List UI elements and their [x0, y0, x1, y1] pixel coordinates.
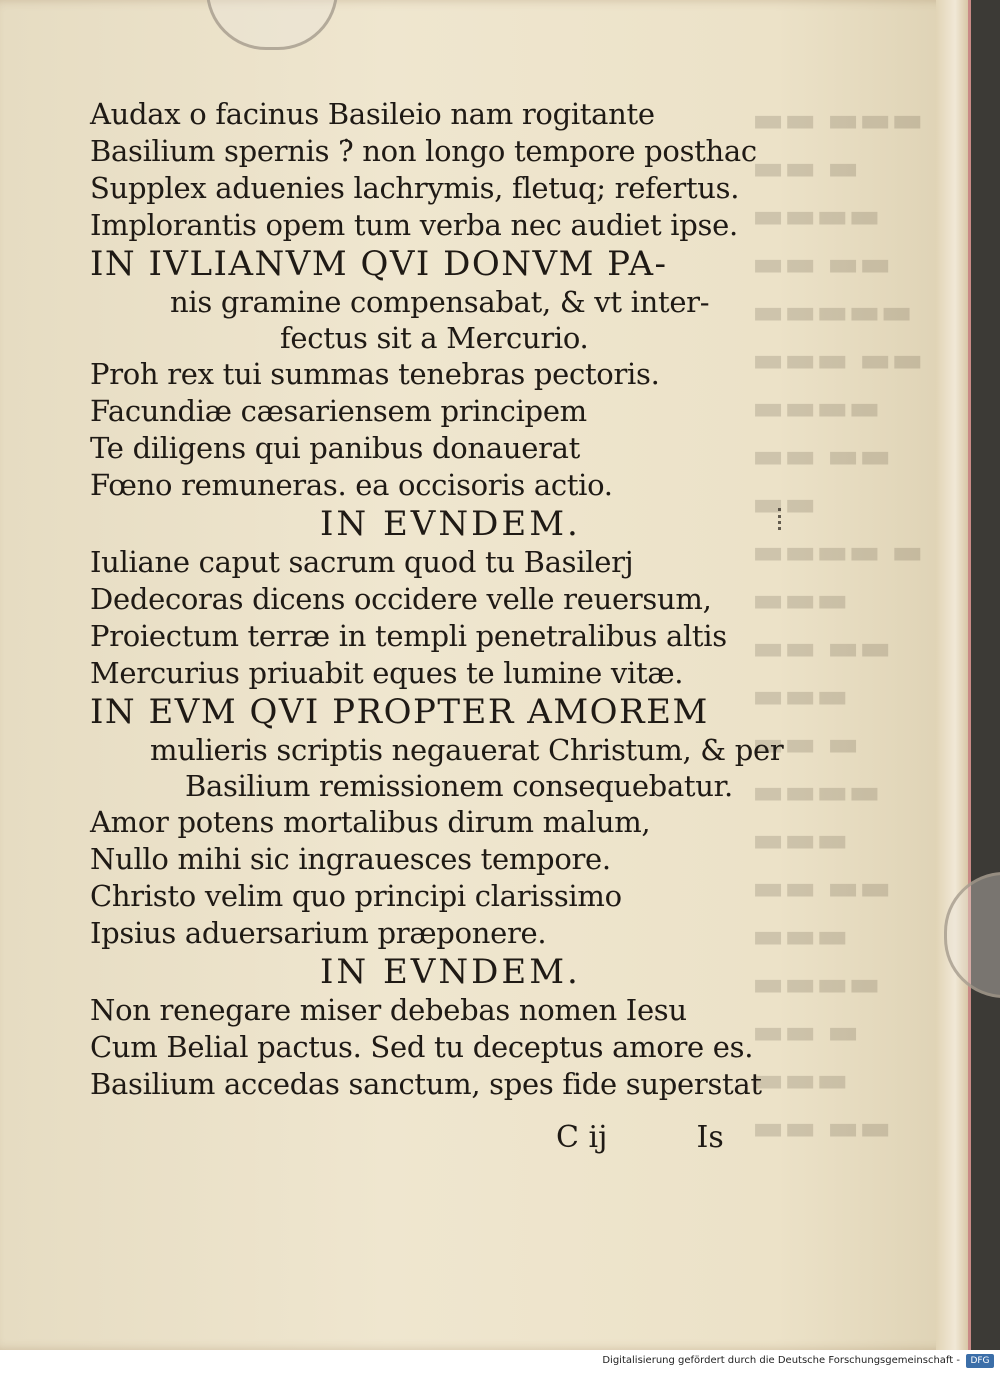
text-line: Dedecoras dicens occidere velle reuersum,: [90, 582, 712, 616]
text-line: Proh rex tui summas tenebras pectoris.: [90, 357, 660, 391]
text-line: fectus sit a Mercurio.: [280, 321, 589, 355]
section-heading: IN EVNDEM.: [320, 952, 581, 992]
text-line: Basilium spernis ?̇ non longo tempore posthac: [90, 134, 757, 168]
section-heading: IN EVM QVI PROPTER AMOREM: [90, 692, 709, 732]
section-heading: IN EVNDEM.: [320, 504, 581, 544]
section-heading: IN IVLIANVM QVI DONVM PA-: [90, 244, 668, 284]
text-line: Basilium remissionem consequebatur.: [185, 769, 733, 803]
text-line: Te diligens qui panibus donauerat: [90, 431, 580, 465]
text-line: Implorantis opem tum verba nec audiet ipse.: [90, 208, 738, 242]
credit-text: Digitalisierung gefördert durch die Deutsche Forschungsgemeinschaft -: [602, 1355, 960, 1366]
text-line: Audax o facinus Basileio nam rogitante: [90, 97, 655, 131]
credit-bar: [0, 1350, 1000, 1373]
text-line: mulieris scriptis negauerat Christum, & per: [150, 733, 784, 767]
text-line: Cum Belial pactus. Sed tu deceptus amore es.: [90, 1030, 754, 1064]
dfg-logo: DFG: [966, 1354, 994, 1368]
text-line: Nullo mihi sic ingrauesces tempore.: [90, 842, 611, 876]
text-line: Basilium accedas sanctum, spes fide superstat: [90, 1067, 762, 1101]
text-line: Proiectum terræ in templi penetralibus altis: [90, 619, 727, 653]
text-line: Christo velim quo principi clarissimo: [90, 879, 622, 913]
text-line: nis gramine compensabat, & vt inter-: [170, 285, 710, 319]
text-line: Iuliane caput sacrum quod tu Basilerj: [90, 545, 634, 579]
text-line: Fœno remuneras. ea occisoris actio.: [90, 468, 613, 502]
bleed-through-texture: ▬▬ ▬▬▬ ▬▬ ▬ ▬▬▬▬ ▬▬ ▬▬ ▬▬▬▬▬ ▬▬▬ ▬▬ ▬▬▬▬ ▬▬ ▬▬ ▬▬ ▬▬▬▬ ▬ ▬▬▬ ▬▬ ▬▬ ▬▬▬ ▬▬ ▬ ▬▬▬▬ ▬▬▬ ▬▬ ▬▬ ▬▬▬ ▬▬▬▬ ▬▬ ▬ ▬▬▬ ▬▬ ▬▬: [752, 100, 924, 1148]
catchword: Is: [696, 1120, 724, 1155]
signature-mark: C ij: [556, 1120, 608, 1155]
text-line: Supplex aduenies lachrymis, fletuq; refertus.: [90, 171, 740, 205]
text-line: Non renegare miser debebas nomen Iesu: [90, 993, 687, 1027]
page-clip-top: [206, 0, 338, 50]
poem-text-block: [90, 96, 830, 1103]
text-line: Ipsius aduersarium præponere.: [90, 916, 547, 950]
text-line: Facundiæ cæsariensem principem: [90, 394, 587, 428]
text-line: Mercurius priuabit eques te lumine vitæ.: [90, 656, 684, 690]
page-footer: [556, 1120, 756, 1155]
text-line: Amor potens mortalibus dirum malum,: [90, 805, 651, 839]
page-edge: [936, 0, 968, 1350]
